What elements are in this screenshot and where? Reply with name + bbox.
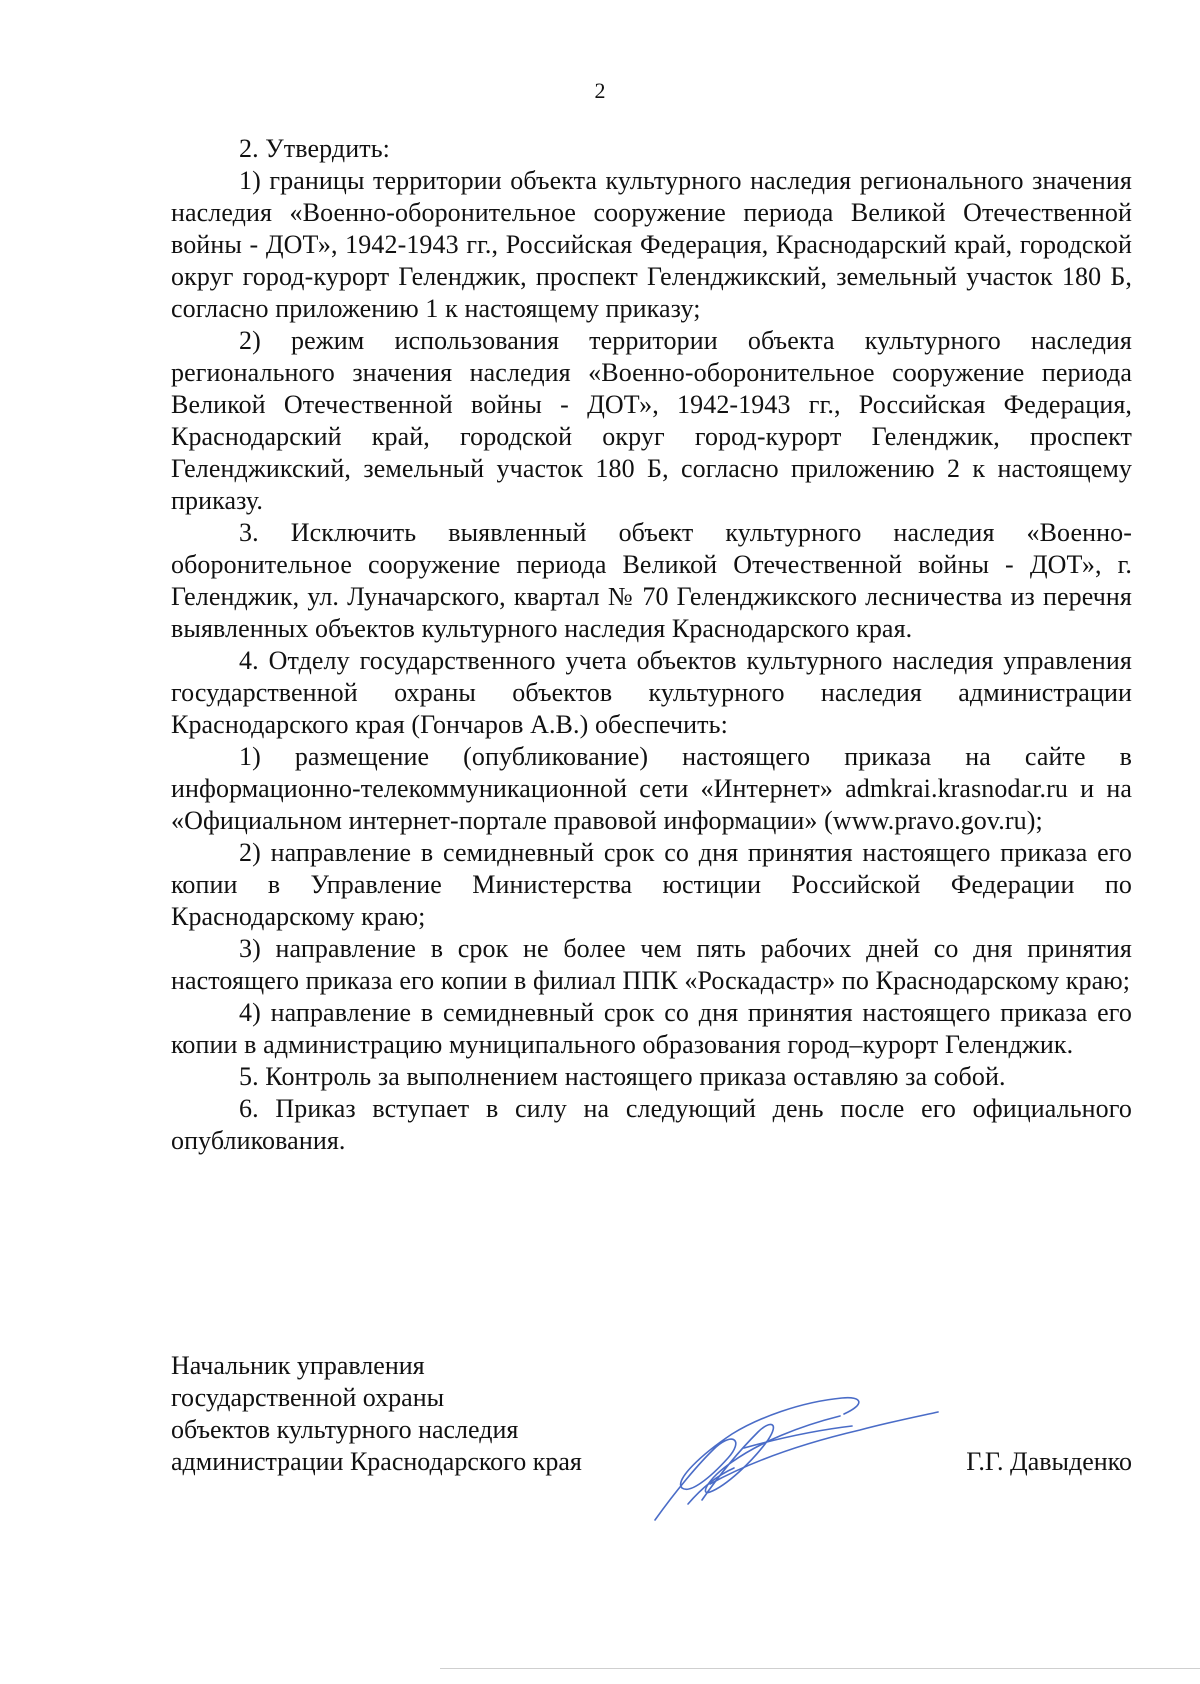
signatory-title-line: государственной охраны <box>171 1383 445 1412</box>
paragraph-ensure-4-municipality: 4) направление в семидневный срок со дня принятия настоящего приказа его копии в администрацию муниципального образования город–курорт Геленджик. <box>171 998 1132 1059</box>
paragraph-ensure-3-roskadastr: 3) направление в срок не более чем пять рабочих дней со дня принятия настоящего приказа его копии в филиал ППК «Роскадастр» по Краснодарскому краю; <box>171 934 1132 995</box>
paragraph-ensure-1-publish: 1) размещение (опубликование) настоящего приказа на сайте в информационно-телекоммуникационной сети «Интернет» admkrai.krasnodar.ru и на «Официальном интернет-портале правовой информации» (www.pravo.gov.ru); <box>171 742 1132 835</box>
signatory-title-line: объектов культурного наследия <box>171 1415 519 1444</box>
paragraph-control: 5. Контроль за выполнением настоящего приказа оставляю за собой. <box>239 1062 1006 1091</box>
footer-rule <box>440 1668 1200 1669</box>
signatory-title-line: администрации Краснодарского края <box>171 1447 582 1476</box>
paragraph-approve-1-boundaries: 1) границы территории объекта культурного наследия регионального значения наследия «Военно-оборонительное сооружение периода Великой Отечественной войны - ДОТ», 1942-1943 гг., Российская Федерация, Краснодарский край, городской округ город-курорт Геленджик, проспект Геленджикский, земельный участок 180 Б, согласно приложению 1 к настоящему приказу; <box>171 166 1132 323</box>
paragraph-department-ensure: 4. Отделу государственного учета объектов культурного наследия управления государственной охраны объектов культурного наследия администрации Краснодарского края (Гончаров А.В.) обеспечить: <box>171 646 1132 739</box>
paragraph-exclude: 3. Исключить выявленный объект культурного наследия «Военно-оборонительное сооружение периода Великой Отечественной войны - ДОТ», г. Геленджик, ул. Луначарского, квартал № 70 Геленджикского лесничества из перечня выявленных объектов культурного наследия Краснодарского края. <box>171 518 1132 643</box>
document-body <box>171 133 1132 1157</box>
signatory-name: Г.Г. Давыденко <box>966 1447 1132 1476</box>
paragraph-effective: 6. Приказ вступает в силу на следующий день после его официального опубликования. <box>171 1094 1132 1155</box>
paragraph-approve: 2. Утвердить: <box>239 134 390 163</box>
paragraph-ensure-2-justice: 2) направление в семидневный срок со дня принятия настоящего приказа его копии в Управление Министерства юстиции Российской Федерации по Краснодарскому краю; <box>171 838 1132 931</box>
signatory-title-line: Начальник управления <box>171 1351 425 1380</box>
page-number: 2 <box>594 78 606 103</box>
handwritten-signature <box>640 1392 940 1532</box>
paragraph-approve-2-regime: 2) режим использования территории объекта культурного наследия регионального значения наследия «Военно-оборонительное сооружение периода Великой Отечественной войны - ДОТ», 1942-1943 гг., Российская Федерация, Краснодарский край, городской округ город-курорт Геленджик, проспект Геленджикский, земельный участок 180 Б, согласно приложению 2 к настоящему приказу. <box>171 326 1132 515</box>
